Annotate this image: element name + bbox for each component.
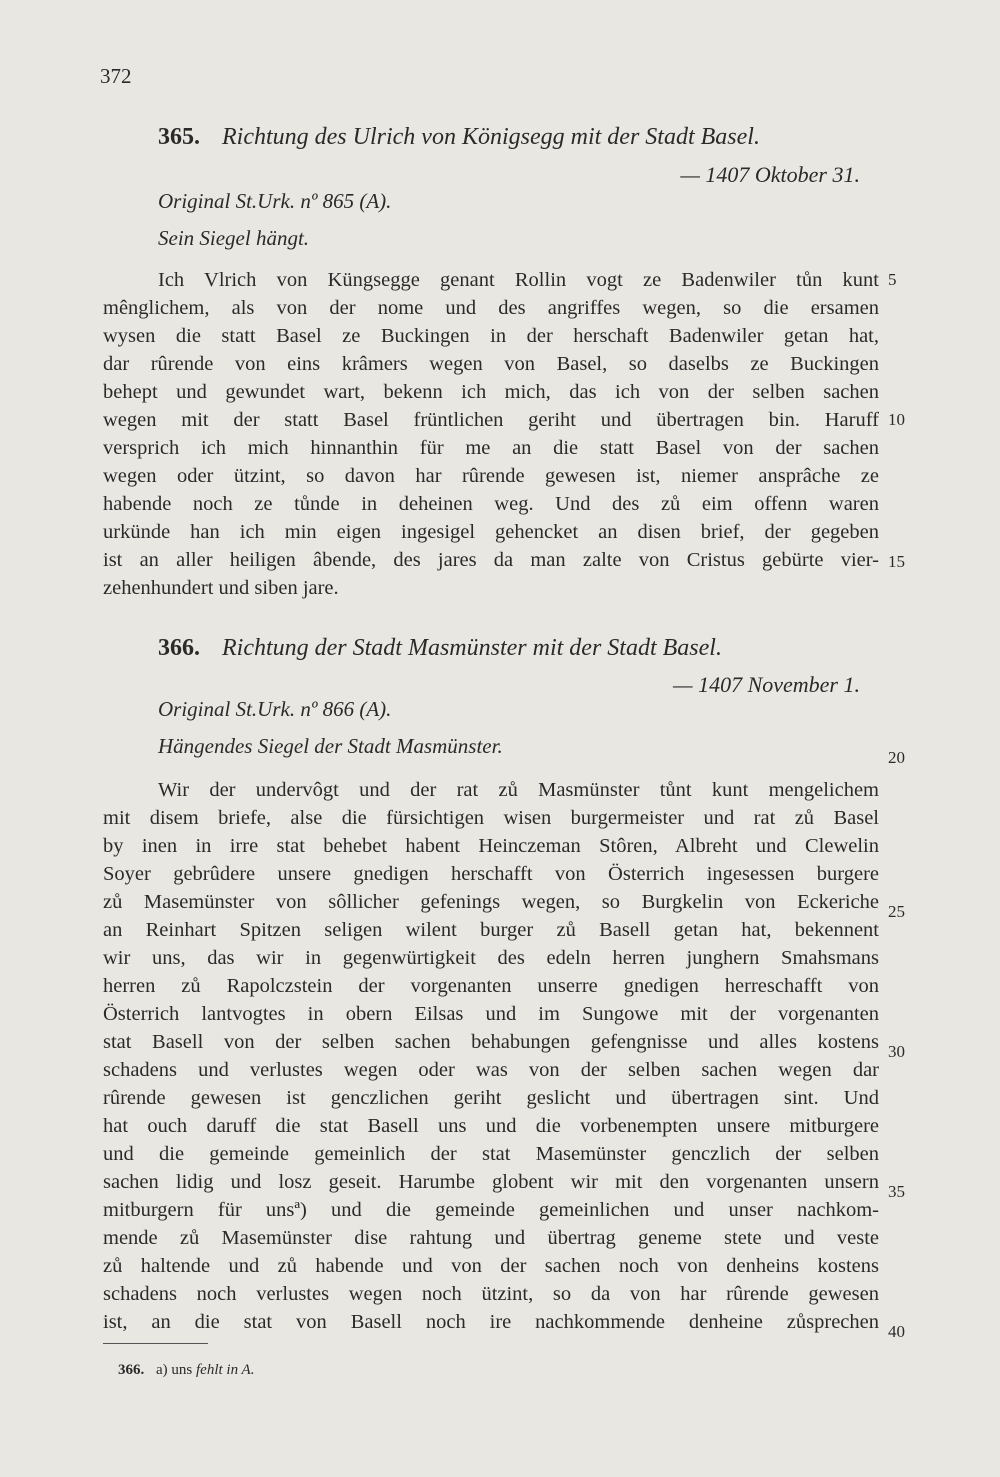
page-number: 372 bbox=[100, 64, 132, 88]
text-line: herren zů Rapolczstein der vorgenanten unserre gnedigen herreschafft von bbox=[103, 975, 879, 997]
text-line: sachen lidig und losz geseit. Harumbe globent wir mit den vorgenanten unsern bbox=[103, 1171, 879, 1193]
text-line: wegen oder ützint, so davon har rûrende gewesen ist, niemer ansprâche ze bbox=[103, 465, 879, 487]
text-line: ist, an die stat von Basell noch ire nachkommende denheine zůsprechen bbox=[103, 1311, 879, 1333]
entry-366-heading bbox=[158, 635, 722, 662]
text-line: wysen die statt Basel ze Buckingen in der herschaft Badenwiler getan hat, bbox=[103, 325, 879, 347]
entry-title: Richtung des Ulrich von Königsegg mit der Stadt Basel. bbox=[222, 124, 760, 150]
entry-366-seal: Hängendes Siegel der Stadt Masmünster. bbox=[158, 734, 503, 758]
text-line: habende noch ze tůnde in deheinen weg. Und des zů eim offenn waren bbox=[103, 493, 879, 515]
text-line: Ich Vlrich von Küngsegge genant Rollin vogt ze Badenwiler tůn kunt bbox=[158, 269, 879, 291]
margin-line-number: 5 bbox=[888, 270, 897, 289]
margin-line-number: 35 bbox=[888, 1182, 905, 1201]
margin-line-number: 40 bbox=[888, 1322, 905, 1341]
text-line: by inen in irre stat behebet habent Heinczeman Stôren, Albreht und Clewelin bbox=[103, 835, 879, 857]
text-line: Soyer gebrûdere unsere gnedigen herschafft von Österrich ingesessen burgere bbox=[103, 863, 879, 885]
margin-line-number: 15 bbox=[888, 552, 905, 571]
entry-number: 365. bbox=[158, 124, 200, 150]
text-line: stat Basell von der selben sachen behabungen gefengnisse und alles kostens bbox=[103, 1031, 879, 1053]
entry-365-seal: Sein Siegel hängt. bbox=[158, 226, 310, 250]
text-line: behept und gewundet wart, bekenn ich mich, das ich von der selben sachen bbox=[103, 381, 879, 403]
margin-line-number: 10 bbox=[888, 410, 905, 429]
text-line: wegen mit der statt Basel früntlichen geriht und übertragen bin. Haruff bbox=[103, 409, 879, 431]
text-line: hat ouch daruff die stat Basell uns und die vorbenempten unsere mitburgere bbox=[103, 1115, 879, 1137]
text-line: dar rûrende von eins krâmers wegen von Basel, so daselbs ze Buckingen bbox=[103, 353, 879, 375]
margin-line-number: 30 bbox=[888, 1042, 905, 1061]
text-line: mit disem briefe, alse die fürsichtigen wisen burgermeister und rat zů Basel bbox=[103, 807, 879, 829]
footnote bbox=[118, 1362, 254, 1379]
text-line: schadens und verlustes wegen oder was von der selben sachen wegen dar bbox=[103, 1059, 879, 1081]
footnote-entry-number: 366. bbox=[118, 1362, 145, 1378]
text-line: schadens noch verlustes wegen noch ützint, so da von har rûrende gewesen bbox=[103, 1283, 879, 1305]
entry-365-date: — 1407 Oktober 31. bbox=[680, 162, 860, 187]
text-line: zů Masemünster von sôllicher gefenings wegen, so Burgkelin von Eckeriche bbox=[103, 891, 879, 913]
text-line: ist an aller heiligen âbende, des jares da man zalte von Cristus gebürte vier- bbox=[103, 549, 879, 571]
text-line: rûrende gewesen ist genczlichen geriht geslicht und übertragen sint. Und bbox=[103, 1087, 879, 1109]
entry-366-date: — 1407 November 1. bbox=[673, 672, 860, 697]
text-line: urkünde han ich min eigen ingesigel gehencket an disen brief, der gegeben bbox=[103, 521, 879, 543]
text-line: Österrich lantvogtes in obern Eilsas und im Sungowe mit der vorgenanten bbox=[103, 1003, 879, 1025]
text-line: mende zů Masemünster dise rahtung und übertrag geneme stete und veste bbox=[103, 1227, 879, 1249]
footnote-rule bbox=[103, 1343, 208, 1344]
footnote-text: fehlt in A. bbox=[196, 1362, 255, 1378]
text-line: zehenhundert und siben jare. bbox=[103, 577, 339, 599]
text-line: zů haltende und zů habende und von der sachen noch von denheins kostens bbox=[103, 1255, 879, 1277]
footnote-marker: a) uns bbox=[156, 1362, 193, 1378]
entry-title: Richtung der Stadt Masmünster mit der Stadt Basel. bbox=[222, 635, 722, 661]
margin-line-number: 20 bbox=[888, 748, 905, 767]
entry-366-source: Original St.Urk. nº 866 (A). bbox=[158, 697, 392, 721]
entry-365-source: Original St.Urk. nº 865 (A). bbox=[158, 189, 392, 213]
entry-number: 366. bbox=[158, 635, 200, 661]
entry-365-heading bbox=[158, 124, 760, 151]
text-line: Wir der undervôgt und der rat zů Masmünster tůnt kunt mengelichem bbox=[158, 779, 879, 801]
text-line: versprich ich mich hinnanthin für me an die statt Basel von der sachen bbox=[103, 437, 879, 459]
text-line: wir uns, das wir in gegenwürtigkeit des edeln herren junghern Smahsmans bbox=[103, 947, 879, 969]
text-line: an Reinhart Spitzen seligen wilent burger zů Basell getan hat, bekennent bbox=[103, 919, 879, 941]
margin-line-number: 25 bbox=[888, 902, 905, 921]
text-line: mitburgern für unsª) und die gemeinde gemeinlichen und unser nachkom- bbox=[103, 1199, 879, 1221]
text-line: und die gemeinde gemeinlich der stat Masemünster genczlich der selben bbox=[103, 1143, 879, 1165]
text-line: mênglichem, als von der nome und des angriffes wegen, so die ersamen bbox=[103, 297, 879, 319]
